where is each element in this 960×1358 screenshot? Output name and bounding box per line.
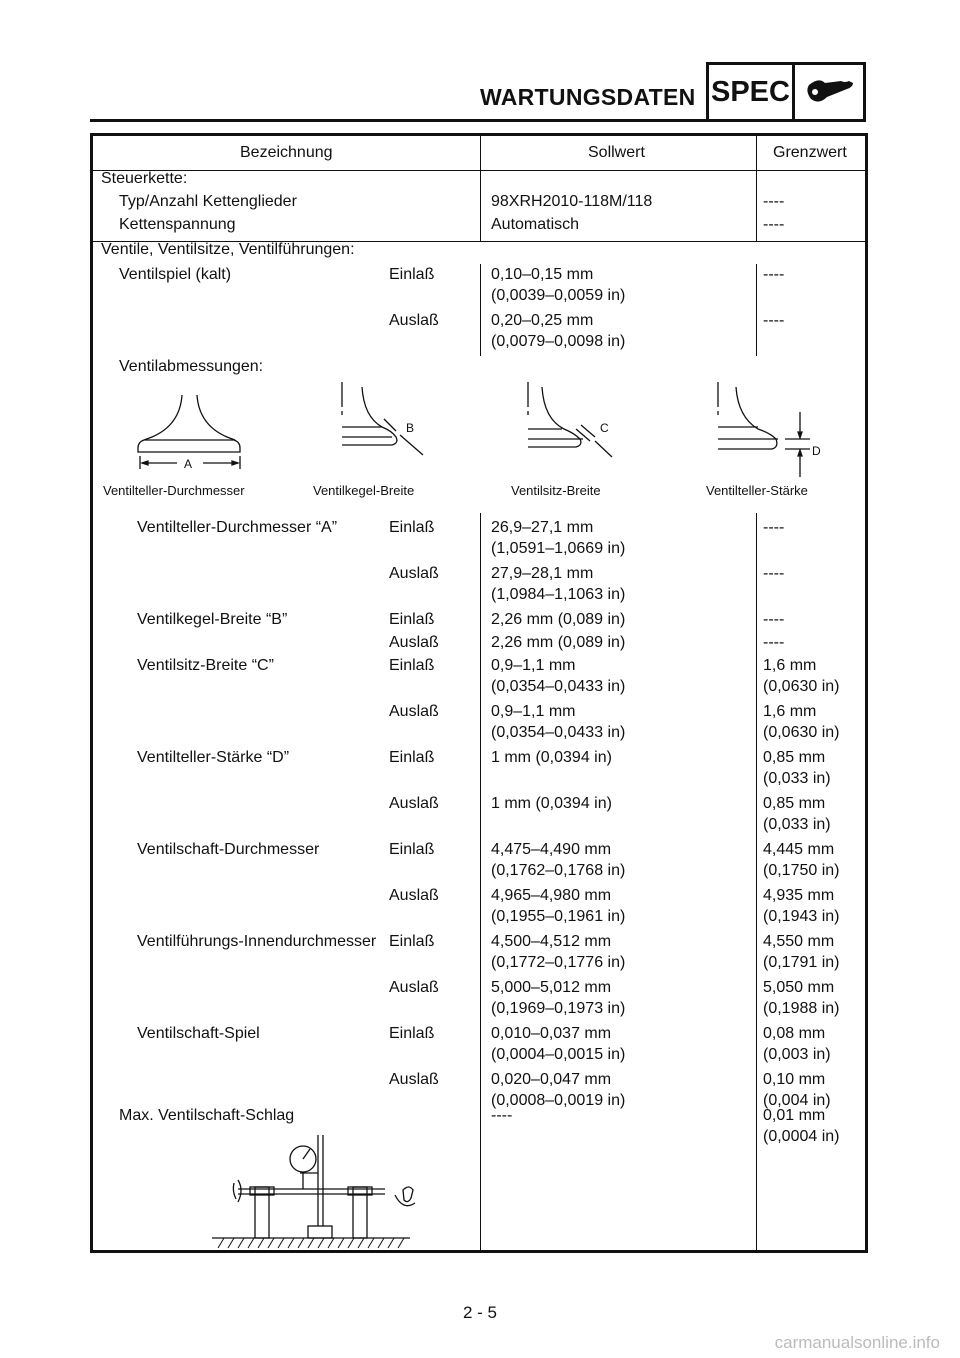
- row-sollwert-inch: (0,1772–0,1776 in): [491, 954, 626, 971]
- row-label: Ventilspiel (kalt): [119, 266, 232, 283]
- row-sollwert: 0,9–1,1 mm: [491, 657, 576, 674]
- row-label: Ventilteller-Durchmesser “A”: [137, 519, 338, 536]
- svg-text:D: D: [812, 444, 821, 458]
- row-sollwert: 1 mm (0,0394 in): [491, 749, 612, 766]
- row-grenzwert-inch: (0,033 in): [763, 816, 831, 833]
- col-divider: [756, 136, 757, 170]
- row-grenzwert-inch: (0,003 in): [763, 1046, 831, 1063]
- row-grenzwert-inch: (0,1988 in): [763, 1000, 840, 1017]
- row-sollwert: 0,20–0,25 mm: [491, 312, 594, 329]
- row-side: Einlaß: [389, 266, 435, 283]
- row-grenzwert-inch: (0,0630 in): [763, 678, 840, 695]
- row-sollwert: 0,10–0,15 mm: [491, 266, 594, 283]
- svg-text:B: B: [406, 421, 415, 435]
- row-side: Einlaß: [389, 611, 435, 628]
- section-title-ventile: Ventile, Ventilsitze, Ventilführungen:: [101, 241, 355, 258]
- watermark: carmanualsonline.info: [774, 1333, 940, 1352]
- page-number: 2 - 5: [462, 1303, 498, 1322]
- row-grenzwert: ----: [763, 611, 785, 628]
- col-divider: [756, 513, 757, 1250]
- row-side: Auslaß: [389, 703, 439, 720]
- row-label: Max. Ventilschaft-Schlag: [119, 1107, 295, 1124]
- row-side: Auslaß: [389, 565, 439, 582]
- caption-d: Ventilteller-Stärke: [706, 483, 808, 498]
- row-sollwert: ----: [491, 1107, 513, 1124]
- row-side: Einlaß: [389, 933, 435, 950]
- row-grenzwert: ----: [763, 216, 785, 233]
- row-grenzwert: ----: [763, 519, 785, 536]
- row-grenzwert: ----: [763, 312, 785, 329]
- row-grenzwert: 0,85 mm: [763, 749, 826, 766]
- row-sollwert: 4,475–4,490 mm: [491, 841, 612, 858]
- table-header: [93, 136, 865, 171]
- row-side: Einlaß: [389, 1025, 435, 1042]
- row-label: Kettenspannung: [119, 216, 236, 233]
- row-grenzwert: 0,01 mm: [763, 1107, 826, 1124]
- col-divider: [756, 170, 757, 241]
- row-sollwert-inch: (0,0004–0,0015 in): [491, 1046, 626, 1063]
- section-title-steuerkette: Steuerkette:: [101, 170, 188, 187]
- row-side: Auslaß: [389, 979, 439, 996]
- row-label: Ventilsitz-Breite “C”: [137, 657, 274, 674]
- row-side: Auslaß: [389, 887, 439, 904]
- svg-text:A: A: [184, 457, 193, 471]
- row-side: Auslaß: [389, 795, 439, 812]
- row-sollwert: Automatisch: [491, 216, 580, 233]
- row-grenzwert: ----: [763, 193, 785, 210]
- col-divider: [480, 264, 481, 356]
- row-grenzwert: ----: [763, 266, 785, 283]
- row-sollwert-inch: (0,0079–0,0098 in): [491, 333, 626, 350]
- row-grenzwert-inch: (0,0004 in): [763, 1128, 840, 1145]
- svg-text:C: C: [600, 421, 609, 435]
- row-sollwert-inch: (0,0354–0,0433 in): [491, 724, 626, 741]
- col-header-grenzwert: Grenzwert: [773, 144, 847, 161]
- row-side: Einlaß: [389, 749, 435, 766]
- row-grenzwert-inch: (0,1750 in): [763, 862, 840, 879]
- row-side: Einlaß: [389, 841, 435, 858]
- row-sollwert: 0,9–1,1 mm: [491, 703, 576, 720]
- row-sollwert: 1 mm (0,0394 in): [491, 795, 612, 812]
- row-grenzwert: ----: [763, 565, 785, 582]
- row-grenzwert: 0,08 mm: [763, 1025, 826, 1042]
- row-sollwert: 4,965–4,980 mm: [491, 887, 612, 904]
- row-grenzwert-inch: (0,0630 in): [763, 724, 840, 741]
- row-grenzwert: ----: [763, 634, 785, 651]
- row-grenzwert-inch: (0,004 in): [763, 1092, 831, 1109]
- row-label: Ventilführungs-Innendurchmesser: [137, 933, 377, 950]
- row-grenzwert: 1,6 mm: [763, 703, 817, 720]
- row-label: Ventilschaft-Spiel: [137, 1025, 260, 1042]
- row-grenzwert-inch: (0,033 in): [763, 770, 831, 787]
- valve-diagram-a: [138, 395, 240, 471]
- col-header-sollwert: Sollwert: [588, 144, 645, 161]
- valve-diagram-c: [528, 382, 612, 457]
- caption-b: Ventilkegel-Breite: [313, 483, 415, 498]
- row-sollwert: 5,000–5,012 mm: [491, 979, 612, 996]
- row-grenzwert: 4,550 mm: [763, 933, 835, 950]
- col-divider: [756, 264, 757, 356]
- valve-diagram-b: [342, 382, 423, 455]
- dial-indicator-diagram: [210, 1125, 425, 1250]
- row-sollwert: 26,9–27,1 mm: [491, 519, 594, 536]
- spec-badge: [706, 62, 866, 122]
- caption-c: Ventilsitz-Breite: [511, 483, 601, 498]
- col-divider: [480, 170, 481, 241]
- row-grenzwert-inch: (0,1943 in): [763, 908, 840, 925]
- row-label: Typ/Anzahl Kettenglieder: [119, 193, 297, 210]
- spec-label: SPEC: [709, 65, 795, 119]
- row-sollwert-inch: (0,1969–0,1973 in): [491, 1000, 626, 1017]
- row-grenzwert: 0,10 mm: [763, 1071, 826, 1088]
- row-grenzwert: 1,6 mm: [763, 657, 817, 674]
- subsection-title-abmessungen: Ventilabmessungen:: [119, 358, 264, 375]
- row-label: Ventilschaft-Durchmesser: [137, 841, 320, 858]
- row-sollwert-inch: (0,0008–0,0019 in): [491, 1092, 626, 1109]
- row-sollwert: 4,500–4,512 mm: [491, 933, 612, 950]
- row-sollwert: 2,26 mm (0,089 in): [491, 634, 626, 651]
- row-sollwert-inch: (0,1762–0,1768 in): [491, 862, 626, 879]
- row-sollwert-inch: (1,0591–1,0669 in): [491, 540, 626, 557]
- page-title: WARTUNGSDATEN: [480, 84, 696, 110]
- caption-a: Ventilteller-Durchmesser: [103, 483, 245, 498]
- wrench-icon: [795, 65, 863, 119]
- row-sollwert-inch: (0,1955–0,1961 in): [491, 908, 626, 925]
- row-sollwert: 98XRH2010-118M/118: [491, 193, 653, 210]
- row-label: Ventilteller-Stärke “D”: [137, 749, 290, 766]
- row-sollwert-inch: (0,0354–0,0433 in): [491, 678, 626, 695]
- row-sollwert-inch: (1,0984–1,1063 in): [491, 586, 626, 603]
- row-side: Auslaß: [389, 312, 439, 329]
- valve-dimension-diagrams: [95, 377, 865, 487]
- row-sollwert: 2,26 mm (0,089 in): [491, 611, 626, 628]
- row-sollwert: 0,010–0,037 mm: [491, 1025, 612, 1042]
- row-label: Ventilkegel-Breite “B”: [137, 611, 288, 628]
- row-sollwert-inch: (0,0039–0,0059 in): [491, 287, 626, 304]
- row-side: Auslaß: [389, 634, 439, 651]
- row-grenzwert: 4,445 mm: [763, 841, 835, 858]
- row-grenzwert: 5,050 mm: [763, 979, 835, 996]
- row-grenzwert: 0,85 mm: [763, 795, 826, 812]
- header-rule: [90, 119, 706, 122]
- row-side: Auslaß: [389, 1071, 439, 1088]
- row-side: Einlaß: [389, 519, 435, 536]
- row-side: Einlaß: [389, 657, 435, 674]
- col-divider: [480, 136, 481, 170]
- col-divider: [480, 513, 481, 1250]
- row-grenzwert-inch: (0,1791 in): [763, 954, 840, 971]
- row-sollwert: 27,9–28,1 mm: [491, 565, 594, 582]
- spec-table: [90, 133, 868, 1253]
- valve-diagram-d: [718, 382, 821, 477]
- row-grenzwert: 4,935 mm: [763, 887, 835, 904]
- row-sollwert: 0,020–0,047 mm: [491, 1071, 612, 1088]
- col-header-bezeichnung: Bezeichnung: [240, 144, 333, 161]
